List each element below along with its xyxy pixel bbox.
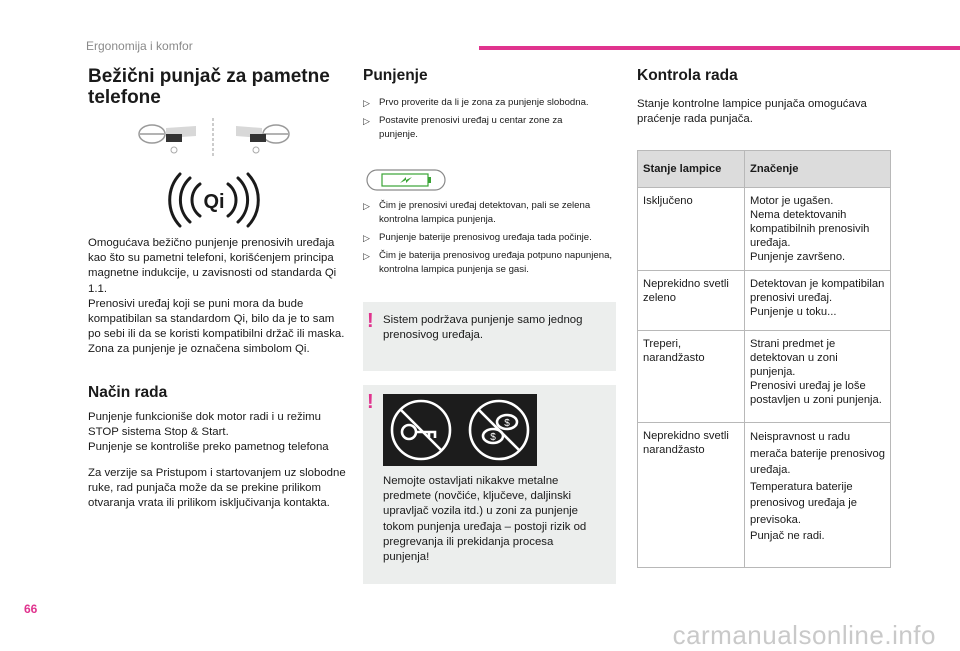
- table-cell-state: Isključeno: [638, 188, 745, 271]
- mode-paragraph: Punjenje funkcioniše dok motor radi i u režimu STOP sistema Stop & Start.: [88, 411, 321, 439]
- intro-paragraph: Prenosivi uređaj koji se puni mora da bude kompatibilan sa standardom Qi, bilo da je to sam po sebi ili da se koristi kompatibilni držač ili maska.: [88, 297, 345, 341]
- table-header-cell: Značenje: [745, 151, 891, 188]
- table-row: [638, 188, 891, 271]
- table-cell-state: Treperi, narandžasto: [638, 331, 745, 423]
- table-row: [638, 271, 891, 331]
- table-cell-meaning: Detektovan je kompatibilan prenosivi uređaj. Punjenje u toku...: [745, 271, 891, 331]
- mode-heading: Način rada: [88, 384, 168, 401]
- table-header-row: [638, 151, 891, 188]
- warning-icon: !: [367, 391, 374, 413]
- page-title: Bežični punjač za pametne telefone: [88, 66, 330, 108]
- svg-text:$: $: [504, 418, 510, 429]
- intro-paragraph: Omogućava bežično punjenje prenosivih uređaja kao što su pametni telefoni, korišćenjem principa magnetne indukcije, u zavisnosti od standarda Qi 1.1.: [88, 237, 337, 295]
- charging-status-list: [363, 199, 613, 281]
- mode-paragraph: Punjenje se kontroliše preko pametnog telefona: [88, 441, 329, 454]
- list-item: ▷ Punjenje baterije prenosivog uređaja tada počinje.: [363, 232, 592, 243]
- list-item: ▷ Postavite prenosivi uređaj u centar zone za punjenje.: [363, 115, 563, 140]
- control-intro: Stanje kontrolne lampice punjača omogućava praćenje rada punjača.: [637, 98, 867, 126]
- table-cell-state: Neprekidno svetli narandžasto: [638, 423, 745, 568]
- control-heading: Kontrola rada: [637, 67, 738, 84]
- intro-text: [88, 236, 350, 358]
- warning-text: Nemojte ostavljati nikakve metalne predmete (novčiće, ključeve, daljinski upravljač vozila itd.) u zoni za punjenje tokom punjenja uređaja – postoji rizik od pregrevanja ili prekidanja procesa punjenja!: [383, 475, 587, 564]
- qi-charging-icon: [166, 172, 262, 228]
- intro-paragraph: Zona za punjenje je označena simbolom Qi.: [88, 343, 310, 356]
- watermark: carmanualsonline.info: [672, 620, 936, 650]
- arrow-right-icon: ▷: [363, 201, 370, 211]
- charging-indicator-icon: [366, 168, 448, 194]
- charging-heading: Punjenje: [363, 67, 428, 84]
- arrow-right-icon: ▷: [363, 98, 370, 108]
- charging-steps-list: [363, 96, 603, 146]
- table-header-cell: Stanje lampice: [638, 151, 745, 188]
- table-cell-meaning: Neispravnost u radu merača baterije prenosivog uređaja. Temperatura baterije prenosivog uređaja je previsoka. Punjač ne radi.: [745, 423, 891, 568]
- table-cell-state: Neprekidno svetli zeleno: [638, 271, 745, 331]
- warning-text: Sistem podržava punjenje samo jednog prenosivog uređaja.: [383, 314, 583, 342]
- arrow-right-icon: ▷: [363, 116, 370, 126]
- warning-icon: !: [367, 310, 374, 332]
- svg-text:$: $: [490, 432, 496, 443]
- warning-box-single-device: [363, 302, 616, 371]
- table-row: [638, 331, 891, 423]
- list-item: ▷ Čim je prenosivi uređaj detektovan, pali se zelena kontrolna lampica punjenja.: [363, 200, 591, 225]
- arrow-right-icon: ▷: [363, 233, 370, 243]
- list-item: ▷ Prvo proverite da li je zona za punjenje slobodna.: [363, 97, 589, 108]
- section-header: Ergonomija i komfor: [86, 39, 193, 53]
- page-number: 66: [24, 602, 38, 616]
- mode-text: [88, 410, 350, 511]
- table-cell-meaning: Strani predmet je detektovan u zoni punjenja. Prenosivi uređaj je loše postavljen u zoni punjenja.: [745, 331, 891, 423]
- header-accent-bar: [479, 46, 960, 50]
- status-table: [637, 150, 891, 568]
- steering-wheel-icon: [136, 116, 296, 158]
- arrow-right-icon: ▷: [363, 251, 370, 261]
- table-row: [638, 423, 891, 568]
- table-cell-meaning: Motor je ugašen. Nema detektovanih kompatibilnih prenosivih uređaja. Punjenje završeno.: [745, 188, 891, 271]
- svg-text:Qi: Qi: [203, 191, 225, 213]
- list-item: ▷ Čim je baterija prenosivog uređaja potpuno napunjena, kontrolna lampica punjenja se gasi.: [363, 250, 613, 275]
- mode-paragraph: Za verzije sa Pristupom i startovanjem uz slobodne ruke, rad punjača može da se prekine prilikom otvaranja vrata ili prilikom isključivanja kontakta.: [88, 466, 346, 510]
- no-metal-objects-icon: [383, 394, 537, 466]
- warning-box-metal-objects: [363, 385, 616, 584]
